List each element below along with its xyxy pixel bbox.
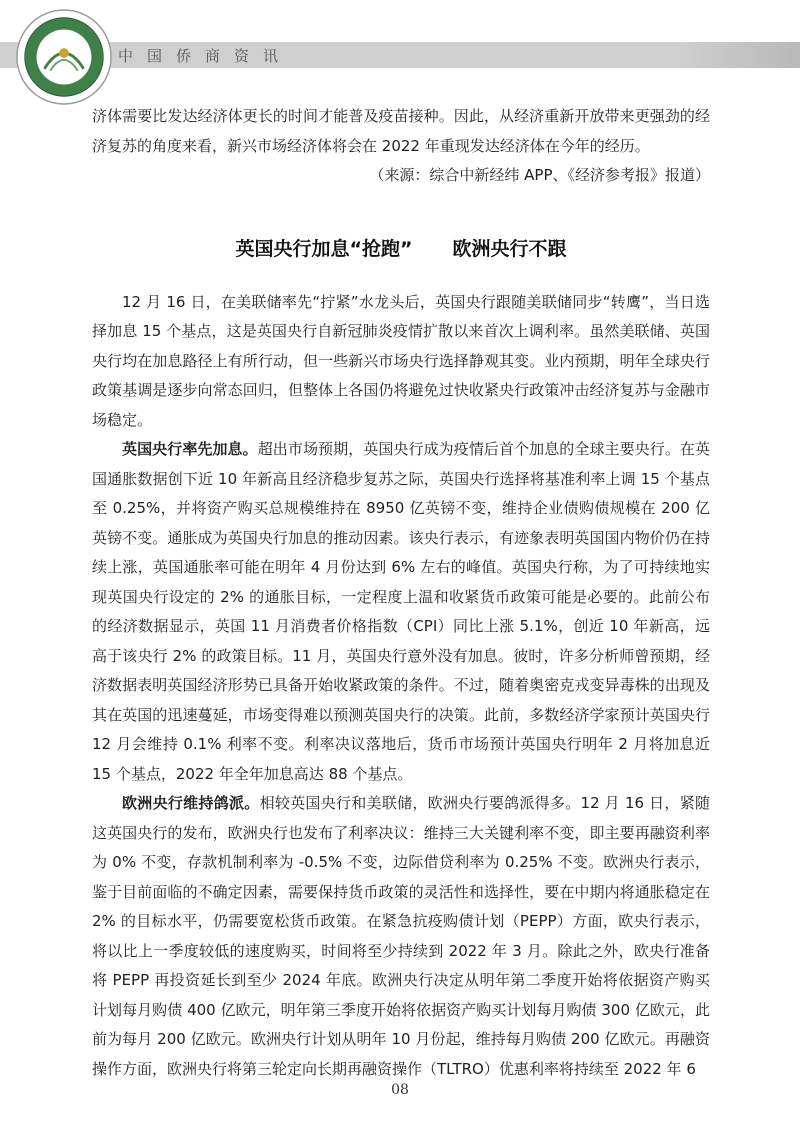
header-title: 中国侨商资讯 <box>118 47 293 65</box>
page-number: 08 <box>391 1082 409 1098</box>
previous-article-source: （来源：综合中新经纬 APP、《经济参考报》报道） <box>369 166 710 184</box>
paragraph-3-body: 相较英国央行和美联储，欧洲央行要鸽派得多。12 月 16 日，紧随这英国央行的发布，欧洲央行也发布了利率决议：维持三大关键利率不变，即主要再融资利率为 0% 不变，存款机制利率为 -0.5% 不变，边际借贷利率为 0.25% 不变。欧洲央行表示，鉴于目前面临的不确定因素，需要保持货币政策的灵活性和选择性，要在中期内将通胀稳定在 2% 的目标水平，仍需要宽松货币政策。在紧急抗疫购债计划（PEPP）方面，欧央行表示，将以比上一季度较低的速度购买，时间将至少持续到 2022 年 3 月。除此之外，欧央行准备将 PEPP 再投资延长到至少 2024 年底。欧洲央行决定从明年第二季度开始将依据资产购买计划每月购债 400 亿欧元，明年第三季度开始将依据资产购买计划每月购债 300 亿欧元，此前为每月 200 亿欧元。欧洲央行计划从明年 10 月份起，维持每月购债 200 亿欧元。再融资操作方面，欧洲央行将第三轮定向长期再融资操作（TLTRO）优惠利率将持续至 2022 年 6 <box>92 794 710 1078</box>
article-title <box>92 234 710 264</box>
article-title-part2: 欧洲央行不跟 <box>452 237 567 260</box>
article-paragraph-1: 12 月 16 日，在美联储率先“拧紧”水龙头后，英国央行跟随美联储同步“转鹰”，当日选择加息 15 个基点，这是英国央行自新冠肺炎疫情扩散以来首次上调利率。虽然美联储、英国央行均在加息路径上有所行动，但一些新兴市场央行选择静观其变。业内预期，明年全球央行政策基调是逐步向常态回归，但整体上各国仍将避免过快收紧央行政策冲击经济复苏与金融市场稳定。 <box>92 292 710 429</box>
paragraph-3-lead: 欧洲央行维持鸽派。 <box>122 794 260 812</box>
page-content <box>92 102 710 1084</box>
article-paragraph-3 <box>92 789 710 1084</box>
paragraph-2-lead: 英国央行率先加息。 <box>122 440 258 458</box>
article-title-part1: 英国央行加息“抢跑” <box>235 237 413 260</box>
header-band-decoration <box>680 42 800 68</box>
paragraph-2-body: 超出市场预期，英国央行成为疫情后首个加息的全球主要央行。在英国通胀数据创下近 10 年新高且经济稳步复苏之际，英国央行选择将基准利率上调 15 个基点至 0.25%，并将资产购买总规模维持在 8950 亿英镑不变，维持企业债购债规模在 200 亿英镑不变。通胀成为英国央行加息的推动因素。该央行表示，有迹象表明英国国内物价仍在持续上涨，英国通胀率可能在明年 4 月份达到 6% 左右的峰值。英国央行称，为了可持续地实现英国央行设定的 2% 的通胀目标，一定程度上温和收紧货币政策可能是必要的。此前公布的经济数据显示，英国 11 月消费者价格指数（CPI）同比上涨 5.1%，创近 10 年新高，远高于该央行 2% 的政策目标。11 月，英国央行意外没有加息。彼时，许多分析师曾预期，经济数据表明英国经济形势已具备开始收紧政策的条件。不过，随着奥密克戎变异毒株的出现及其在英国的迅速蔓延，市场变得难以预测英国央行的决策。此前，多数经济学家预计英国央行 12 月会维持 0.1% 利率不变。利率决议落地后，货币市场预计英国央行明年 2 月将加息近 15 个基点，2022 年全年加息高达 88 个基点。 <box>92 440 710 783</box>
previous-article-paragraph: 济体需要比发达经济体更长的时间才能普及疫苗接种。因此，从经济重新开放带来更强劲的经济复苏的角度来看，新兴市场经济体将会在 2022 年重现发达经济体在今年的经历。 <box>92 107 710 155</box>
federation-logo <box>15 8 113 106</box>
article-paragraph-2 <box>92 435 710 789</box>
